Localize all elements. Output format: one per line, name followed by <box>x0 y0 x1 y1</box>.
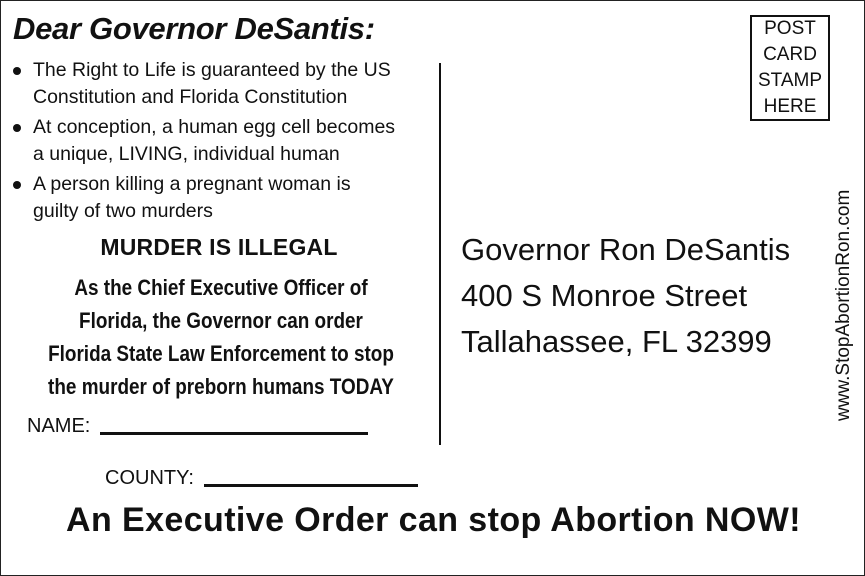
bullet-icon <box>13 124 21 132</box>
argument-line: a unique, LIVING, individual human <box>33 143 340 165</box>
stamp-text-line: STAMP <box>757 70 823 91</box>
argument-item <box>13 114 433 168</box>
argument-line: The Right to Life is guaranteed by the US <box>33 59 391 81</box>
footer-slogan: An Executive Order can stop Abortion NOW! <box>66 501 801 539</box>
address-city: Tallahassee, FL 32399 <box>461 324 772 359</box>
address-name: Governor Ron DeSantis <box>461 232 791 267</box>
center-divider <box>439 63 441 445</box>
recipient-address <box>461 227 790 365</box>
website-url: www.StopAbortionRon.com <box>833 189 854 421</box>
county-label: COUNTY: <box>105 467 194 489</box>
address-street: 400 S Monroe Street <box>461 278 748 313</box>
executive-line: the murder of preborn humans TODAY <box>48 374 394 399</box>
county-blank-line <box>204 484 418 487</box>
bullet-icon <box>13 181 21 189</box>
argument-item <box>13 57 433 111</box>
name-field <box>27 415 368 438</box>
stamp-text-line: POST <box>764 18 816 39</box>
executive-line: As the Chief Executive Officer of <box>74 275 368 300</box>
name-label: NAME: <box>27 415 91 437</box>
murder-headline: MURDER IS ILLEGAL <box>100 234 338 260</box>
stamp-text-line: HERE <box>763 96 817 117</box>
argument-line: guilty of two murders <box>33 200 213 222</box>
county-field <box>105 467 418 490</box>
argument-line: At conception, a human egg cell becomes <box>33 116 396 138</box>
name-blank-line <box>100 432 368 435</box>
executive-line: Florida State Law Enforcement to stop <box>48 341 394 366</box>
argument-line: Constitution and Florida Constitution <box>33 86 348 108</box>
executive-paragraph <box>37 271 405 403</box>
argument-line: A person killing a pregnant woman is <box>33 173 351 195</box>
greeting-heading: Dear Governor DeSantis: <box>13 11 375 46</box>
bullet-icon <box>13 67 21 75</box>
argument-list <box>13 57 433 228</box>
executive-line: Florida, the Governor can order <box>79 308 363 333</box>
stamp-text-line: CARD <box>763 44 817 65</box>
stamp-box <box>750 15 830 121</box>
argument-item <box>13 171 433 225</box>
